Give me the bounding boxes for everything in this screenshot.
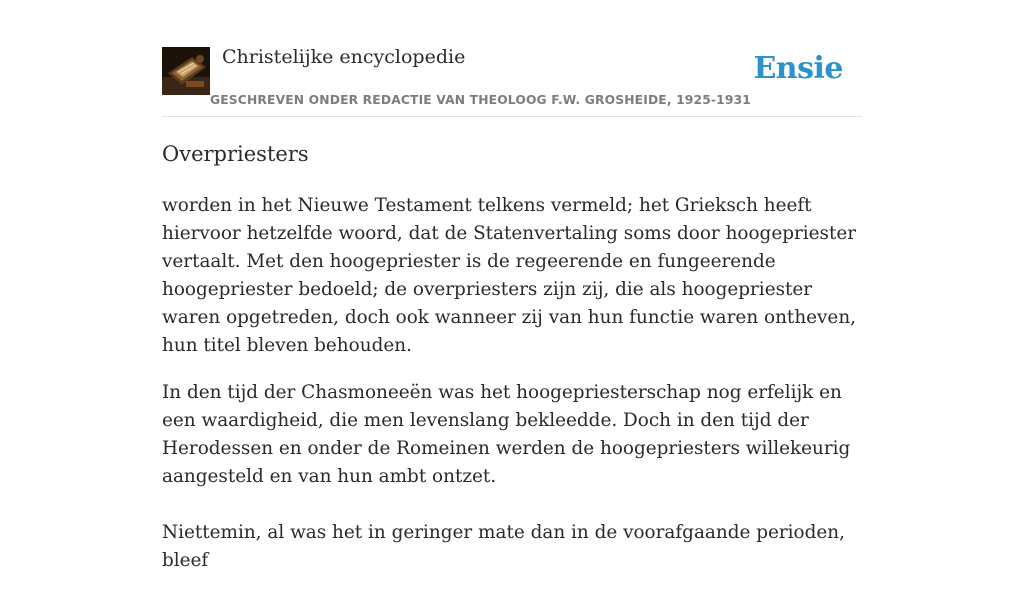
- article-title: Overpriesters: [162, 142, 309, 166]
- encyclopedia-avatar[interactable]: [162, 47, 210, 95]
- site-header: [162, 46, 862, 117]
- article-paragraph: Niettemin, al was het in geringer mate dan in de voorafgaande perioden, bleef: [162, 522, 845, 571]
- site-subtitle: GESCHREVEN ONDER REDACTIE VAN THEOLOOG F.W. GROSHEIDE, 1925-1931: [210, 93, 752, 107]
- site-title[interactable]: Christelijke encyclopedie: [222, 46, 466, 68]
- ensie-logo-link[interactable]: Ensie: [753, 51, 843, 86]
- article: [162, 138, 862, 594]
- article-paragraph: worden in het Nieuwe Testament telkens vermeld; het Grieksch heeft hiervoor hetzelfde woord, dat de Statenvertaling soms door hoogepriester vertaalt. Met den hoogepriester is de regeerende en fungeerende hoogepriester bedoeld; de overpriesters zijn zij, die als hoogepriester waren opgetreden, doch ook wanneer zij van hun functie waren ontheven, hun titel bleven behouden.: [162, 195, 857, 356]
- book-cover-icon: [162, 47, 210, 95]
- article-paragraph: In den tijd der Chasmoneeën was het hoogepriesterschap nog erfelijk en een waardigheid, die men levenslang bekleedde. Doch in den tijd der Herodessen en onder de Romeinen werden de hoogepriesters willekeurig aangesteld en van hun ambt ontzet.: [162, 382, 851, 487]
